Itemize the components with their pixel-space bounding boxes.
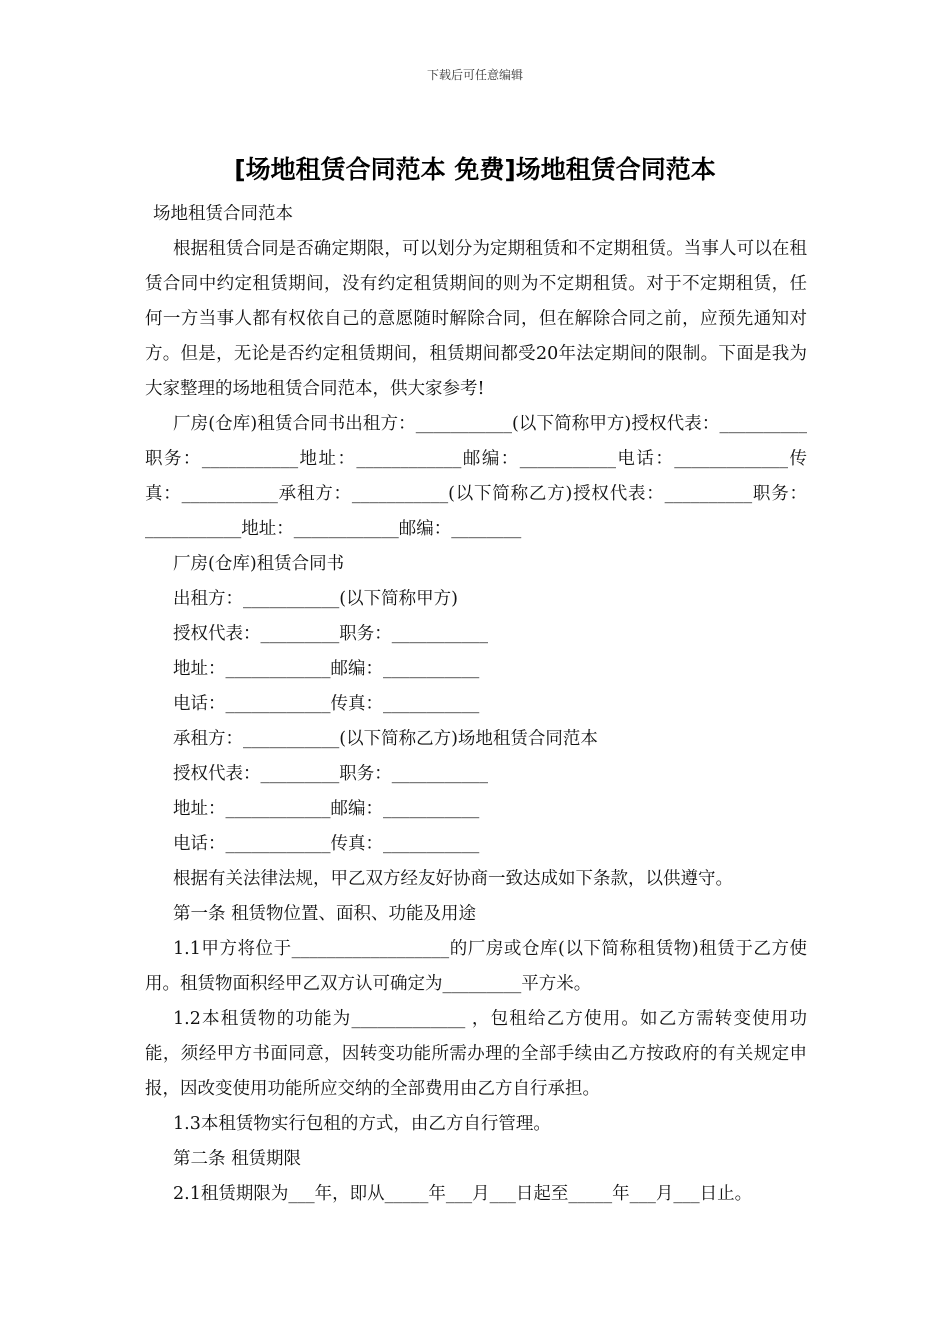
clause-1-3: 1.3本租赁物实行包租的方式，由乙方自行管理。 xyxy=(173,1114,551,1134)
lessee-address-line: 地址：____________邮编：___________ xyxy=(173,799,480,819)
article-1-heading: 第一条 租赁物位置、面积、功能及用途 xyxy=(173,904,477,924)
document-body xyxy=(145,197,807,1212)
subtitle: 场地租赁合同范本 xyxy=(153,204,293,224)
header-note: 下载后可任意编辑 xyxy=(426,68,523,82)
clause-2-1: 2.1租赁期限为___年，即从_____年___月___日起至_____年___月___日止。 xyxy=(173,1184,753,1204)
lessor-address-line: 地址：____________邮编：___________ xyxy=(173,659,480,679)
contract-title: 厂房(仓库)租赁合同书 xyxy=(173,554,345,574)
clause-1-1: 1.1甲方将位于__________________的厂房或仓库(以下简称租赁物)租赁于乙方使用。租赁物面积经甲乙双方认可确定为_________平方米。 xyxy=(145,939,807,994)
article-2-heading: 第二条 租赁期限 xyxy=(173,1149,302,1169)
document-title: [场地租赁合同范本 免费]场地租赁合同范本 xyxy=(234,155,716,184)
lessor-line: 出租方：___________(以下简称甲方) xyxy=(173,589,458,609)
intro-paragraph: 根据租赁合同是否确定期限，可以划分为定期租赁和不定期租赁。当事人可以在租赁合同中约定租赁期间，没有约定租赁期间的则为不定期租赁。对于不定期租赁，任何一方当事人都有权依自己的意愿随时解除合同，但在解除合同之前，应预先通知对方。但是，无论是否约定租赁期间，租赁期间都受20年法定期间的限制。下面是我为大家整理的场地租赁合同范本，供大家参考! xyxy=(145,239,807,399)
lessor-phone-line: 电话：____________传真：___________ xyxy=(173,694,480,714)
lessee-rep-line: 授权代表：_________职务：___________ xyxy=(173,764,488,784)
lessor-rep-line: 授权代表：_________职务：___________ xyxy=(173,624,488,644)
clause-1-2: 1.2本租赁物的功能为_____________ ，包租给乙方使用。如乙方需转变使用功能，须经甲方书面同意，因转变功能所需办理的全部手续由乙方按政府的有关规定申报，因改变使用功能所应交纳的全部费用由乙方自行承担。 xyxy=(145,1009,807,1099)
basis-paragraph: 根据有关法律法规，甲乙双方经友好协商一致达成如下条款，以供遵守。 xyxy=(173,869,733,889)
summary-paragraph: 厂房(仓库)租赁合同书出租方：___________(以下简称甲方)授权代表：__________职务：___________地址：____________邮编：___________电话：_____________传真：___________承租方：___________(以下简称乙方)授权代表：__________职务：___________地址：____________邮编：________ xyxy=(145,414,807,539)
lessee-line: 承租方：___________(以下简称乙方)场地租赁合同范本 xyxy=(173,729,598,749)
lessee-phone-line: 电话：____________传真：___________ xyxy=(173,834,480,854)
